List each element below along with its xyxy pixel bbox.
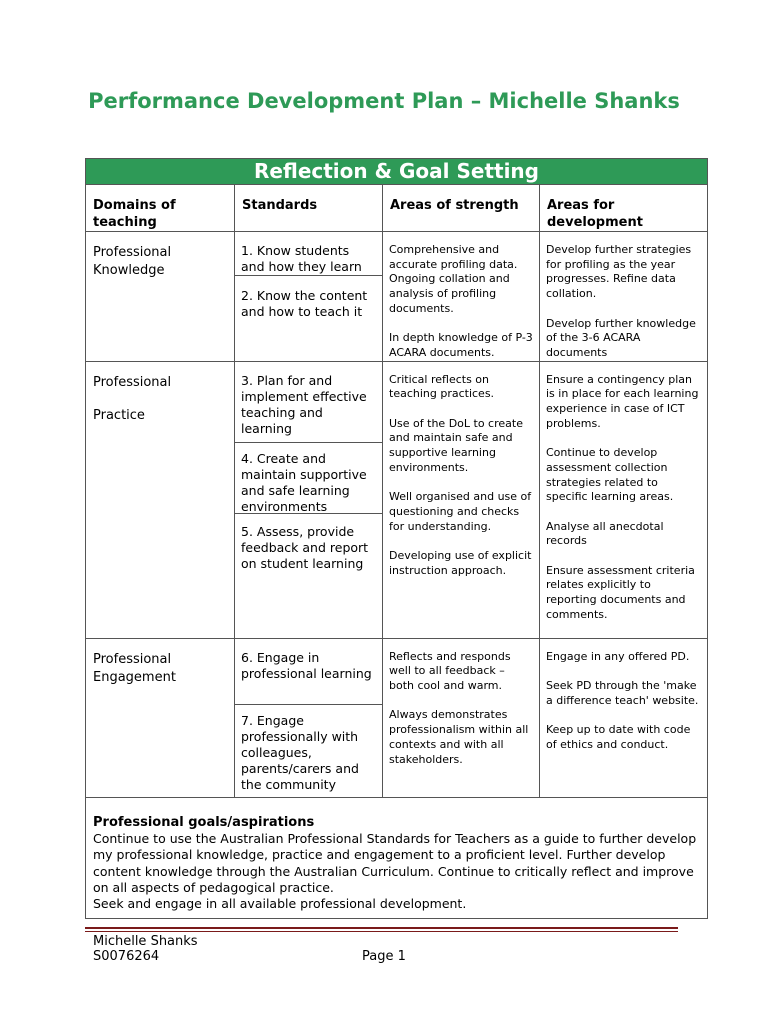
standard-item: 2. Know the content and how to teach it (241, 288, 368, 319)
strength-item: Critical reflects on teaching practices. (389, 372, 495, 401)
strengths-cell (383, 361, 540, 638)
strength-item: Comprehensive and accurate profiling data. Ongoing collation and analysis of profiling documents. (389, 243, 518, 315)
reflection-goal-table (85, 158, 708, 919)
domain-label: Professional (93, 651, 172, 667)
standards-cell (235, 638, 383, 797)
standard-item: 6. Engage in professional learning (235, 639, 382, 705)
domain-cell (86, 361, 235, 638)
footer-page-number: Page 1 (362, 949, 406, 964)
strengths-cell (383, 232, 540, 362)
development-item: Ensure a contingency plan is in place for each learning experience in case of ICT problems. (546, 372, 699, 430)
standard-item: 5. Assess, provide feedback and report on student learning (241, 523, 369, 571)
development-item: Continue to develop assessment collection strategies related to specific learning areas. (546, 446, 674, 504)
header-standards: Standards (235, 185, 383, 232)
footer-student-id: S0076264 (93, 949, 160, 964)
domain-label: Engagement (93, 669, 176, 685)
domain-cell (86, 638, 235, 797)
strengths-cell (383, 638, 540, 797)
footer-divider (85, 927, 678, 929)
domain-label: Practice (93, 407, 145, 423)
domain-cell (86, 232, 235, 362)
goals-text: Continue to use the Australian Professional Standards for Teachers as a guide to further develop my professional knowledge, practice and engagement to a proficient level. Further develop content knowledge through the Australian Curriculum. Continue to critically reflect and improve on all aspects of pedagogical practice. (93, 830, 697, 895)
goals-heading: Professional goals/aspirations (93, 814, 315, 830)
header-strengths: Areas of strength (383, 185, 540, 232)
strength-item: Reflects and responds well to all feedback – both cool and warm. (389, 649, 511, 693)
header-development: Areas for development (540, 185, 708, 232)
development-item: Ensure assessment criteria relates explicitly to reporting documents and comments. (546, 563, 695, 621)
development-item: Engage in any offered PD. (546, 649, 690, 663)
document-title (84, 86, 684, 116)
footer-author: Michelle Shanks (93, 934, 198, 949)
domain-label: Knowledge (93, 263, 165, 278)
standard-item: 4. Create and maintain supportive and safe learning environments (235, 443, 382, 514)
development-item: Keep up to date with code of ethics and conduct. (546, 723, 691, 751)
development-cell (540, 638, 708, 797)
table-row (86, 638, 708, 797)
strength-item: In depth knowledge of P-3 ACARA documents. (389, 331, 533, 359)
development-item: Develop further strategies for profiling as the year progresses. Refine data collation. (546, 243, 692, 301)
standards-cell (235, 232, 383, 362)
table-row (86, 361, 708, 638)
table-band-title: Reflection & Goal Setting (86, 159, 708, 185)
development-item: Seek PD through the 'make a difference teach' website. (546, 679, 699, 707)
footer-divider (85, 931, 678, 932)
domain-label: Professional (93, 374, 172, 390)
strength-item: Developing use of explicit instruction approach. (389, 549, 532, 577)
goals-cell (86, 797, 708, 919)
standard-item: 3. Plan for and implement effective teaching and learning (235, 362, 382, 443)
table-header-row (86, 185, 708, 232)
standard-item: 1. Know students and how they learn (235, 232, 382, 276)
development-cell (540, 232, 708, 362)
development-item: Analyse all anecdotal records (546, 519, 664, 548)
strength-item: Always demonstrates professionalism within all contexts and with all stakeholders. (389, 708, 529, 766)
goals-row (86, 797, 708, 919)
header-domains: Domains of teaching (86, 185, 235, 232)
standard-item: 7. Engage professionally with colleagues, parents/carers and the community (241, 712, 359, 792)
table-row (86, 232, 708, 362)
strength-item: Use of the DoL to create and maintain safe and supportive learning environments. (389, 416, 523, 474)
document-title-text: Performance Development Plan – Michelle Shanks (88, 89, 680, 113)
domain-label: Professional (93, 245, 172, 260)
development-item: Develop further knowledge of the 3-6 ACARA documents (546, 316, 696, 359)
goals-text-2: Seek and engage in all available professional development. (93, 896, 467, 912)
strength-item: Well organised and use of questioning and checks for understanding. (389, 490, 532, 533)
standards-cell (235, 361, 383, 638)
development-cell (540, 361, 708, 638)
